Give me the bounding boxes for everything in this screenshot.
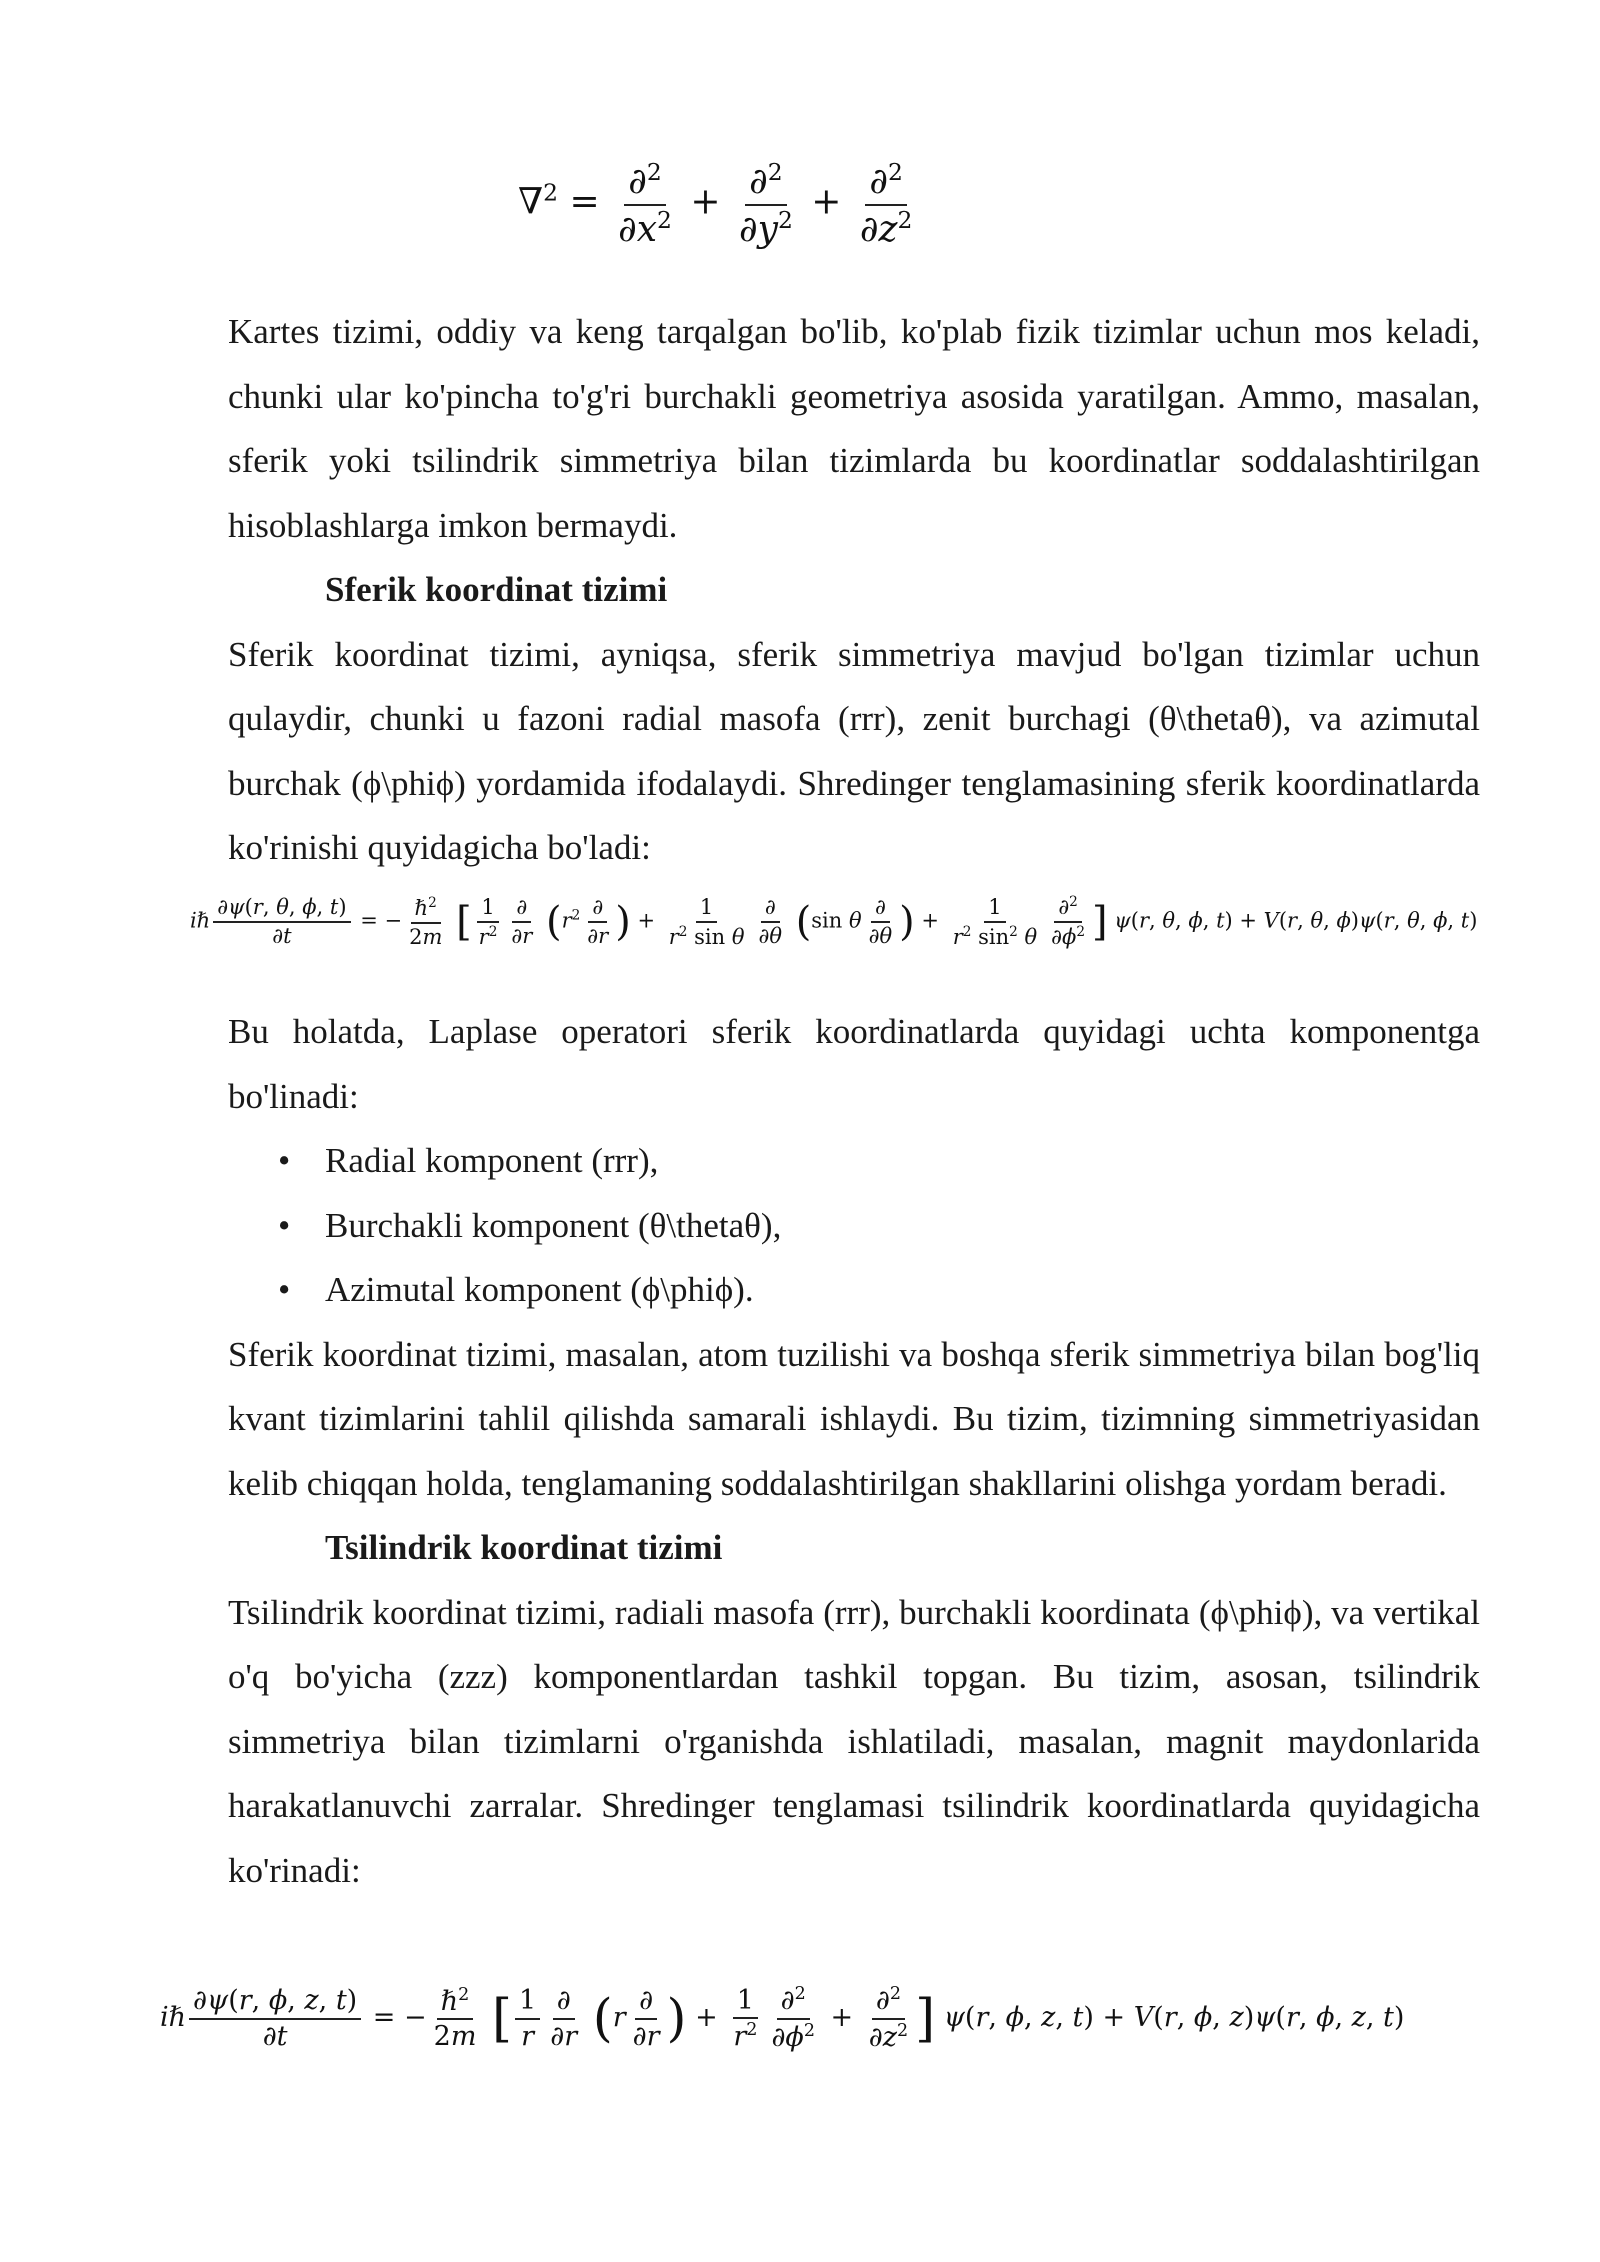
list-item: • Radial komponent (rrr),: [228, 1129, 1480, 1194]
list-item: • Azimutal komponent (ϕ\phiϕ).: [228, 1258, 1480, 1323]
paragraph-cartesian: Kartes tizimi, oddiy va keng tarqalgan bo'lib, ko'plab fizik tizimlar uchun mos keladi, chunki ular ko'pincha to'g'ri burchakli geometriya asosida yaratilgan. Ammo, masalan, sferik yoki tsilindrik simmetriya bilan tizimlarda bu koordinatlar soddalashtirilgan hisoblashlarga imkon bermaydi.: [228, 312, 1480, 545]
heading-spherical: Sferik koordinat tizimi: [325, 570, 668, 609]
component-list: [228, 1129, 1480, 1323]
equation-schrodinger-spherical: iℏ $\frac{\partial\psi(r, \theta, \phi, t)}{\partial t}$ = − $\frac{\hbar^2}{2m}$ [ $\frac{1}{r^2}$ $\frac{\partial}{\partial r}$ ($r^2$ $\frac{\partial}{\partial r}$ ) + $\frac{1}{r^2 \sin \theta}$ $\frac{\partial}{\partial\theta}$ (sin θ $\frac{\partial}{\partial\theta}$ ) + $\frac{1}{r^2 \sin^2 \theta}$ $\frac{\partial^2}{\partial\phi^2}$ ] ψ(r, θ, ϕ, t) + V(r, θ, ϕ)ψ(r, θ, ϕ, t): [190, 894, 1478, 950]
text-block-1: [228, 300, 1480, 881]
equation-laplace-cartesian: ∇$^2$ = $\frac{\partial^2}{\partial x^2}$ + $\frac{\partial^2}{\partial y^2}$ + $\frac{\partial^2}{\partial z^2}$: [518, 158, 913, 250]
paragraph-spherical-intro: Sferik koordinat tizimi, ayniqsa, sferik simmetriya mavjud bo'lgan tizimlar uchun qulaydir, chunki u fazoni radial masofa (rrr), zenit burchagi (θ\thetaθ), va azimutal burchak (ϕ\phiϕ) yordamida ifodalaydi. Shredinger tenglamasining sferik koordinatlarda ko'rinishi quyidagicha bo'ladi:: [228, 634, 1480, 867]
bullet-icon: •: [278, 1270, 291, 1309]
bullet-icon: •: [278, 1141, 291, 1180]
paragraph-spherical-usage: Sferik koordinat tizimi, masalan, atom tuzilishi va boshqa sferik simmetriya bilan bog'liq kvant tizimlarini tahlil qilishda samarali ishlaydi. Bu tizim, tizimning simmetriyasidan kelib chiqqan holda, tenglamaning soddalashtirilgan shakllarini olishga yordam beradi.: [228, 1334, 1480, 1503]
paragraph-cylindrical-intro: Tsilindrik koordinat tizimi, radiali masofa (rrr), burchakli koordinata (ϕ\phiϕ), va vertikal o'q bo'yicha (zzz) komponentlardan tashkil topgan. Bu tizim, asosan, tsilindrik simmetriya bilan tizimlarni o'rganishda ishlatiladi, masalan, magnit maydonlarida harakatlanuvchi zarralar. Shredinger tenglamasi tsilindrik koordinatlarda quyidagicha ko'rinadi:: [228, 1592, 1480, 1890]
text-block-2: [228, 1000, 1480, 1903]
heading-cylindrical: Tsilindrik koordinat tizimi: [325, 1528, 723, 1567]
bullet-icon: •: [278, 1205, 291, 1245]
equation-schrodinger-cylindrical: iℏ $\frac{\partial\psi(r, \phi, z, t)}{\partial t}$ = − $\frac{\hbar^2}{2m}$ [ $\frac{1}{r}$ $\frac{\partial}{\partial r}$ (r $\frac{\partial}{\partial r}$ ) + $\frac{1}{r^2}$ $\frac{\partial^2}{\partial\phi^2}$ + $\frac{\partial^2}{\partial z^2}$ ] ψ(r, ϕ, z, t) + V(r, ϕ, z)ψ(r, ϕ, z, t): [160, 1984, 1405, 2053]
list-item: • Burchakli komponent (θ\thetaθ),: [228, 1194, 1480, 1259]
paragraph-laplace-components: Bu holatda, Laplase operatori sferik koordinatlarda quyidagi uchta komponentga bo'linadi:: [228, 1012, 1480, 1116]
